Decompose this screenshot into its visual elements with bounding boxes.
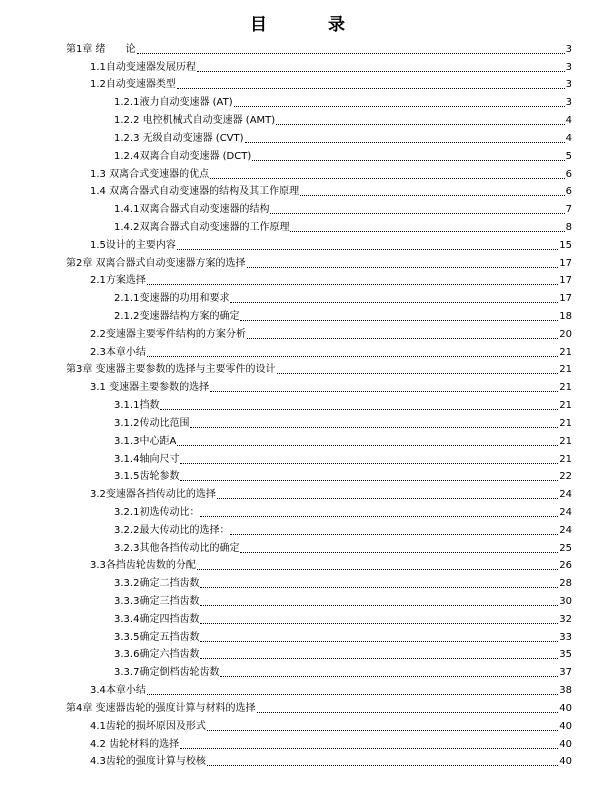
toc-entry-page-number: 40 — [559, 720, 572, 732]
toc-entry[interactable] — [0, 324, 595, 342]
toc-entry-title: 4.1齿轮的损坏原因及形式 — [90, 720, 206, 732]
toc-entry-page-number: 38 — [559, 685, 572, 697]
dot-leader — [137, 53, 565, 54]
toc-entry[interactable] — [0, 431, 595, 449]
toc-entry-title: 3.3.7确定倒档齿轮齿数 — [114, 667, 220, 679]
toc-entry-title: 3.3.6确定六挡齿数 — [114, 649, 200, 661]
toc-entry-title: 1.2.1液力自动变速器 (AT) — [114, 97, 233, 109]
toc-entry-page-number: 24 — [559, 524, 572, 536]
toc-entry[interactable] — [0, 39, 595, 57]
dot-leader — [190, 427, 558, 428]
dot-leader — [180, 480, 558, 481]
toc-entry[interactable] — [0, 182, 595, 200]
toc-entry[interactable] — [0, 199, 595, 217]
dot-leader — [200, 623, 558, 624]
toc-entry[interactable] — [0, 645, 595, 663]
toc-entry-title: 1.2.3 无级自动变速器 (CVT) — [114, 132, 244, 144]
toc-entry[interactable] — [0, 556, 595, 574]
dot-leader — [217, 498, 558, 499]
toc-entry-page-number: 21 — [559, 364, 572, 376]
toc-entry-title: 3.2.2最大传动比的选择： — [114, 524, 230, 536]
toc-entry-page-number: 17 — [559, 293, 572, 305]
toc-entry[interactable] — [0, 698, 595, 716]
toc-entry-page-number: 3 — [565, 79, 572, 91]
toc-entry-title: 2.1.2变速器结构方案的确定 — [114, 311, 240, 322]
dot-leader — [177, 445, 558, 446]
dot-leader — [230, 302, 558, 303]
dot-leader — [147, 356, 558, 357]
toc-entry[interactable] — [0, 752, 595, 770]
dot-leader — [210, 178, 565, 179]
toc-entry-page-number: 25 — [559, 542, 572, 554]
toc-entry[interactable] — [0, 467, 595, 485]
toc-entry-page-number: 24 — [559, 506, 572, 518]
toc-entry-title: 2.3本章小结 — [90, 346, 146, 358]
dot-leader — [230, 534, 558, 535]
toc-entry-page-number: 6 — [565, 168, 572, 180]
toc-entry[interactable] — [0, 680, 595, 698]
toc-entry-title: 3.3.3确定三挡齿数 — [114, 596, 200, 607]
toc-entry-page-number: 26 — [559, 560, 572, 572]
toc-entry-page-number: 40 — [559, 702, 572, 714]
dot-leader — [207, 765, 558, 766]
dot-leader — [180, 748, 558, 749]
dot-leader — [220, 676, 558, 677]
toc-entry-page-number: 6 — [565, 186, 572, 198]
toc-entry-page-number: 17 — [559, 275, 572, 287]
dot-leader — [240, 320, 558, 321]
toc-entry-title: 4.3齿轮的强度计算与校核 — [90, 756, 206, 768]
toc-entry-title: 第3章 变速器主要参数的选择与主要零件的设计 — [66, 364, 276, 376]
toc-entry-page-number: 32 — [559, 613, 572, 625]
toc-entry-title: 3.3.5确定五挡齿数 — [114, 631, 200, 643]
toc-entry-title: 1.3 双离合式变速器的优点 — [90, 168, 210, 180]
toc-entry[interactable] — [0, 57, 595, 75]
toc-entry[interactable] — [0, 377, 595, 395]
toc-entry-page-number: 21 — [559, 382, 572, 394]
toc-entry[interactable] — [0, 413, 595, 431]
toc-entry[interactable] — [0, 734, 595, 752]
toc-entry[interactable] — [0, 591, 595, 609]
toc-entry-title: 3.3各挡齿轮齿数的分配 — [90, 560, 196, 572]
dot-leader — [234, 106, 565, 107]
toc-entry-title: 3.1.3中心距A — [114, 435, 177, 447]
toc-entry-page-number: 4 — [565, 132, 572, 144]
toc-entry-title: 3.1.4轴向尺寸 — [114, 453, 180, 465]
toc-entry-title: 1.1自动变速器发展历程 — [90, 61, 196, 73]
toc-entry-title: 1.4.2双离合器式自动变速器的工作原理 — [114, 221, 290, 233]
toc-entry-title: 2.1方案选择 — [90, 275, 146, 287]
toc-entry-page-number: 33 — [559, 631, 572, 643]
dot-leader — [197, 569, 558, 570]
dot-leader — [180, 463, 558, 464]
toc-entry-page-number: 7 — [565, 204, 572, 216]
toc-entry[interactable] — [0, 609, 595, 627]
dot-leader — [207, 730, 558, 731]
dot-leader — [147, 284, 558, 285]
dot-leader — [177, 249, 558, 250]
toc-entry[interactable] — [0, 716, 595, 734]
toc-entry[interactable] — [0, 92, 595, 110]
toc-entry-title: 1.2.2 电控机械式自动变速器 (AMT) — [114, 115, 276, 127]
toc-entry-title: 1.2自动变速器类型 — [90, 79, 176, 91]
toc-entry-page-number: 40 — [559, 738, 572, 750]
toc-entry-title: 3.3.4确定四挡齿数 — [114, 613, 200, 625]
dot-leader — [210, 391, 558, 392]
toc-entry[interactable] — [0, 288, 595, 306]
toc-entry-page-number: 17 — [559, 257, 572, 269]
dot-leader — [257, 712, 559, 713]
dot-leader — [147, 694, 558, 695]
toc-entry-page-number: 15 — [559, 239, 572, 251]
toc-entry[interactable] — [0, 75, 595, 93]
toc-list — [0, 39, 595, 769]
toc-entry[interactable] — [0, 573, 595, 591]
toc-entry-page-number: 21 — [559, 435, 572, 447]
dot-leader — [290, 231, 564, 232]
dot-leader — [247, 338, 558, 339]
toc-entry-page-number: 30 — [559, 596, 572, 607]
toc-entry-page-number: 3 — [565, 61, 572, 73]
toc-entry[interactable] — [0, 484, 595, 502]
toc-entry[interactable] — [0, 627, 595, 645]
dot-leader — [200, 605, 558, 606]
dot-leader — [277, 373, 559, 374]
toc-entry-title: 1.2.4双离合自动变速器 (DCT) — [114, 150, 252, 162]
dot-leader — [200, 516, 558, 517]
toc-entry-title: 3.2.1初选传动比： — [114, 506, 200, 518]
toc-entry-page-number: 37 — [559, 667, 572, 679]
toc-entry[interactable] — [0, 502, 595, 520]
toc-entry[interactable] — [0, 110, 595, 128]
toc-entry-title: 第4章 变速器齿轮的强度计算与材料的选择 — [66, 702, 256, 714]
toc-entry-title: 1.4.1双离合器式自动变速器的结构 — [114, 204, 270, 216]
toc-entry-title: 3.3.2确定二挡齿数 — [114, 578, 200, 590]
toc-entry-page-number: 21 — [559, 400, 572, 412]
toc-entry-title: 2.1.1变速器的功用和要求 — [114, 293, 230, 305]
toc-entry-title: 3.1 变速器主要参数的选择 — [90, 382, 210, 394]
toc-entry-page-number: 21 — [559, 346, 572, 358]
dot-leader — [200, 658, 558, 659]
toc-entry-page-number: 18 — [559, 311, 572, 322]
toc-entry-page-number: 24 — [559, 489, 572, 501]
toc-entry[interactable] — [0, 306, 595, 324]
toc-entry[interactable] — [0, 128, 595, 146]
dot-leader — [245, 142, 565, 143]
toc-entry[interactable] — [0, 395, 595, 413]
toc-entry-title: 3.2.3其他各挡传动比的确定 — [114, 542, 240, 554]
dot-leader — [197, 71, 565, 72]
dot-leader — [160, 409, 558, 410]
dot-leader — [200, 587, 558, 588]
toc-entry[interactable] — [0, 164, 595, 182]
dot-leader — [240, 552, 558, 553]
toc-entry-title: 第1章 绪 论 — [66, 43, 136, 55]
toc-entry[interactable] — [0, 662, 595, 680]
dot-leader — [200, 641, 558, 642]
toc-entry-page-number: 20 — [559, 328, 572, 340]
toc-entry[interactable] — [0, 235, 595, 253]
toc-entry[interactable] — [0, 360, 595, 378]
toc-entry-page-number: 22 — [559, 471, 572, 483]
toc-entry-page-number: 21 — [559, 453, 572, 465]
toc-entry[interactable] — [0, 146, 595, 164]
toc-entry-title: 3.1.1挡数 — [114, 400, 160, 412]
dot-leader — [247, 267, 559, 268]
toc-entry-title: 3.2变速器各挡传动比的选择 — [90, 489, 216, 501]
toc-entry[interactable] — [0, 253, 595, 271]
toc-entry-title: 3.4本章小结 — [90, 685, 146, 697]
toc-entry-title: 第2章 双离合器式自动变速器方案的选择 — [66, 257, 246, 269]
toc-title: 目 录 — [250, 15, 367, 35]
toc-entry[interactable] — [0, 449, 595, 467]
dot-leader — [252, 160, 564, 161]
toc-entry-page-number: 3 — [565, 97, 572, 109]
toc-entry[interactable] — [0, 342, 595, 360]
toc-entry[interactable] — [0, 217, 595, 235]
toc-entry-title: 3.1.2传动比范围 — [114, 417, 190, 429]
toc-entry[interactable] — [0, 520, 595, 538]
toc-entry-title: 1.5设计的主要内容 — [90, 239, 176, 251]
toc-entry-title: 1.4 双离合器式自动变速器的结构及其工作原理 — [90, 186, 300, 198]
toc-entry[interactable] — [0, 538, 595, 556]
toc-entry-page-number: 8 — [565, 221, 572, 233]
toc-entry-page-number: 4 — [565, 115, 572, 127]
dot-leader — [300, 195, 565, 196]
toc-entry-title: 3.1.5齿轮参数 — [114, 471, 180, 483]
toc-entry[interactable] — [0, 271, 595, 289]
toc-entry-page-number: 21 — [559, 417, 572, 429]
dot-leader — [270, 213, 564, 214]
toc-entry-title: 4.2 齿轮材料的选择 — [90, 738, 180, 750]
dot-leader — [276, 124, 564, 125]
toc-entry-page-number: 40 — [559, 756, 572, 768]
toc-entry-page-number: 5 — [565, 150, 572, 162]
toc-entry-page-number: 35 — [559, 649, 572, 661]
toc-entry-page-number: 3 — [565, 43, 572, 55]
toc-entry-page-number: 28 — [559, 578, 572, 590]
dot-leader — [177, 88, 565, 89]
toc-entry-title: 2.2变速器主要零件结构的方案分析 — [90, 328, 246, 340]
